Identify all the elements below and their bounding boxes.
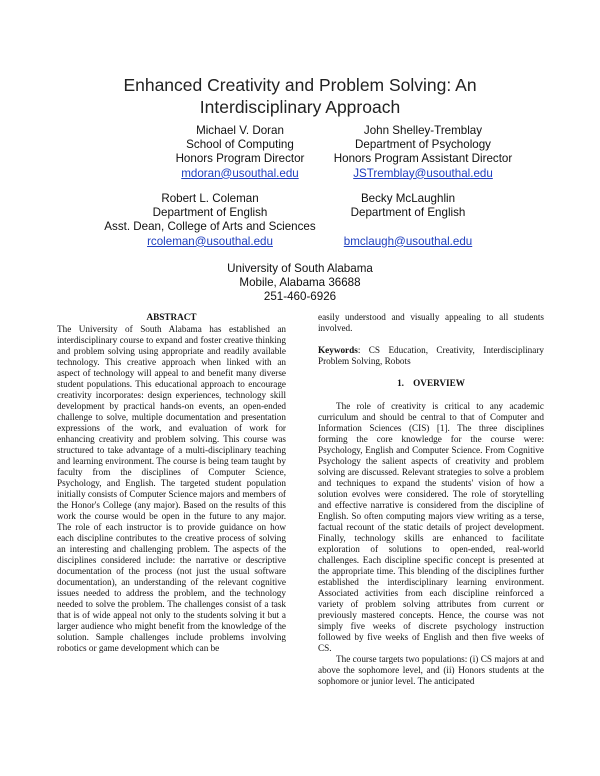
author-dept: Department of Psychology: [355, 138, 491, 152]
keywords-label: Keywords: [318, 345, 358, 355]
institution-address: Mobile, Alabama 36688: [239, 276, 361, 290]
right-column: [318, 312, 544, 687]
author-name: Michael V. Doran: [196, 124, 284, 137]
institution-block: [0, 262, 600, 305]
author-name: John Shelley-Tremblay: [363, 124, 483, 137]
keywords-text: : CS Education, Creativity, Interdisciplinary Problem Solving, Robots: [318, 345, 544, 366]
author-email-link[interactable]: JSTremblay@usouthal.edu: [353, 166, 493, 180]
author-name: Becky McLaughlin: [360, 192, 456, 205]
author-dept: Department of English: [152, 206, 268, 220]
paper-title: [0, 74, 600, 118]
author-dept: School of Computing: [186, 138, 294, 152]
author-role: Honors Program Director: [175, 152, 305, 166]
author-block-mclaughlin: [318, 192, 498, 249]
author-email-link[interactable]: rcoleman@usouthal.edu: [147, 234, 273, 248]
author-dept: Department of English: [350, 206, 466, 220]
author-email-link[interactable]: bmclaugh@usouthal.edu: [343, 234, 473, 248]
section-heading-overview: 1. OVERVIEW: [397, 378, 465, 388]
abstract-heading: ABSTRACT: [146, 312, 197, 322]
title-line-2: Interdisciplinary Approach: [199, 97, 401, 117]
author-email-link[interactable]: mdoran@usouthal.edu: [181, 166, 299, 180]
keywords: [318, 345, 544, 367]
author-role: Honors Program Assistant Director: [333, 152, 513, 166]
author-block-shelley-tremblay: [318, 124, 528, 181]
author-block-coleman: [78, 192, 342, 249]
author-name: Robert L. Coleman: [161, 192, 259, 205]
author-role: Asst. Dean, College of Arts and Sciences: [104, 220, 316, 234]
institution-phone: 251-460-6926: [263, 290, 337, 304]
left-column: [57, 312, 286, 654]
overview-paragraph-1: The role of creativity is critical to any academic curriculum and should be central to that of Computer and Information Sciences (CIS) [1]. The three disciplines forming the core knowledge for the course were: Psychology, English and Computer Science. From Cognitive Psychology the salient aspects of creativity and problem solving are discussed. Relevant strategies to solve a problem and techniques to expand the students' vision of how a solution evolves were considered. The role of storytelling and effective narrative is considered from the discipline of English. So often computing majors view writing as a terse, factual recount of the static details of project development. Finally, technology skills are enhanced to facilitate exploration of solutions to open-ended, real-world challenges. Each discipline specific concept is presented at the appropriate time. This blending of the disciplines further established the interdisciplinary learning environment. Associated activities from each discipline reinforced a variety of problem solving attributes from current or previously mastered concepts. Hence, the course was not simply five weeks of discrete psychology instruction followed by five weeks of English and then five weeks of CS.: [318, 401, 544, 653]
abstract-continued: easily understood and visually appealing to all students involved.: [318, 312, 544, 333]
institution-name: University of South Alabama: [227, 262, 373, 275]
abstract-text: The University of South Alabama has established an interdisciplinary course to expand and foster creative thinking and problem solving using appropriate and readily available technology. This creative approach when linked with an aspect of technology will appeal to and benefit many diverse student populations. This educational approach to encourage creativity incorporates: design experiences, technology skill development by practical hands-on events, an open-ended challenge to solve, multiple documentation and presentation expressions of the work, and evaluation of work for enhancing creativity and problem solving. This course was structured to take advantage of a multi-disciplinary teaching and learning environment. The course is being team taught by faculty from the disciplines of Computer Science, Psychology, and English. The targeted student population initially consists of Computer Science majors and members of the Honor's College (any major). Based on the results of this work the course would be open in the future to any major. The role of each instructor is to provide guidance on how each discipline contributes to the creative process of solving an interesting and challenging problem. The aspects of the disciplines considered include: the narrative or descriptive documentation of the process (not just the usual software documentation), an understanding of the relevant cognitive issues needed to address the problem, and the technology needed to solve the problem. The challenges consist of a task that is of wide appeal not only to the students solving it but a larger audience who might benefit from the knowledge of the solution. Sample challenges include problems involving robotics or game development which can be: [57, 324, 286, 653]
overview-paragraph-2: The course targets two populations: (i) CS majors at and above the sophomore level, and (ii) Honors students at the sophomore or junior level. The anticipated: [318, 654, 544, 686]
title-line-1: Enhanced Creativity and Problem Solving: An: [123, 75, 477, 95]
author-block-doran: [140, 124, 340, 181]
